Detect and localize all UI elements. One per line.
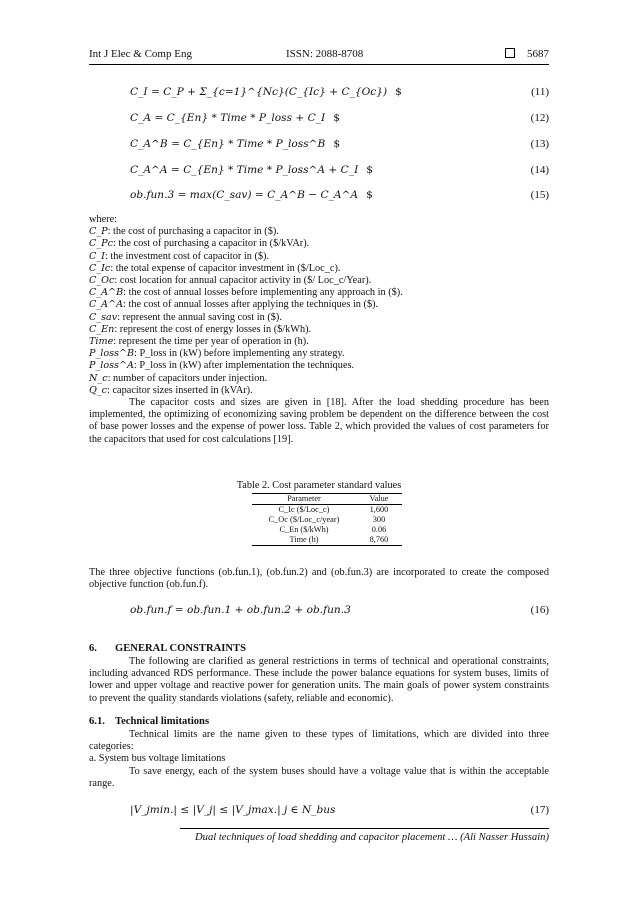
cost-paragraph: The capacitor costs and sizes are given in [18]. After the load shedding procedure has been implemented, the optimizing of economizing saving problem be dependent on the difference between the cost of base power losses and the expense of power loss. Table 2, which provided the values of cost parameters for the capacitors that used for cost calculations [19].: [89, 397, 549, 445]
page-footer: Dual techniques of load shedding and capacitor placement … (Ali Nasser Hussain): [195, 832, 549, 843]
definition-text: : the cost of annual losses before implementing any approach in ($).: [123, 287, 403, 299]
definition-symbol: N_c: [89, 372, 108, 384]
table-row: [252, 515, 402, 525]
definition-item: [89, 287, 549, 299]
definition-symbol: Time: [89, 336, 114, 348]
equation-11-expr: C_I = C_P + Σ_{c=1}^{Nc}(C_{Ic} + C_{Oc}): [130, 86, 388, 98]
table-cell: C_Ic ($/Loc_c): [278, 505, 330, 514]
definition-text: : the cost of purchasing a capacitor in ($).: [107, 226, 279, 238]
page-number-block: [505, 47, 549, 61]
definition-text: : represent the annual saving cost in ($).: [117, 311, 282, 323]
definition-symbol: C_Oc: [89, 275, 115, 287]
objectives-paragraph: The three objective functions (ob.fun.1), (ob.fun.2) and (ob.fun.3) are incorporated to create the composed objective function (ob.fun.f).: [89, 567, 549, 591]
definition-text: : the investment cost of capacitor in ($).: [104, 250, 270, 262]
table-header-row: [252, 494, 402, 505]
definitions-block: [89, 214, 549, 446]
definition-symbol: P_loss^B: [89, 348, 135, 360]
definition-item: [89, 324, 549, 336]
equation-13-expr: C_A^B = C_{En} * Time * P_loss^B: [130, 138, 326, 150]
equation-13: [130, 135, 549, 153]
table-cell: 8,760: [356, 535, 402, 546]
list-item-a-paragraph: To save energy, each of the system buses should have a voltage value that is within the acceptable range.: [89, 765, 549, 789]
journal-name: Int J Elec & Comp Eng: [89, 48, 192, 60]
checkbox-icon: [505, 48, 515, 58]
definition-symbol: Q_c: [89, 384, 108, 396]
footer-rule: [180, 828, 549, 829]
table-cell: Time (h): [252, 535, 356, 546]
definition-text: : P_loss in (kW) before implementing any strategy.: [134, 348, 345, 360]
equation-11: [130, 83, 549, 101]
table-cell: C_Oc ($/Loc_c/year): [268, 515, 340, 524]
page-number: 5687: [527, 48, 549, 60]
equation-11-unit: $: [395, 86, 402, 98]
equation-16: [130, 601, 549, 619]
equation-13-number: (13): [530, 138, 549, 150]
definition-symbol: C_En: [89, 323, 115, 335]
page-header: [89, 47, 549, 63]
section-number: 6.1.: [89, 716, 105, 727]
definition-item: [89, 348, 549, 360]
table-cell: 0.06: [371, 525, 387, 534]
definition-text: : the cost of annual losses after applying the techniques in ($).: [123, 299, 379, 311]
issn: ISSN: 2088-8708: [286, 48, 364, 60]
equation-14-unit: $: [366, 164, 374, 176]
table-row: [252, 525, 402, 535]
table-row: [252, 505, 402, 516]
equation-17-number: (17): [530, 804, 549, 816]
definition-text: : number of capacitors under injection.: [107, 372, 268, 384]
equation-12-unit: $: [333, 112, 340, 124]
definition-item: [89, 360, 549, 372]
where-label: where:: [89, 214, 118, 225]
equation-15-number: (15): [530, 189, 549, 201]
equation-12-expr: C_A = C_{En} * Time * P_loss + C_I: [130, 112, 326, 124]
definition-text: : represent the cost of energy losses in ($/kWh).: [114, 323, 312, 335]
definition-symbol: P_loss^A: [89, 360, 134, 372]
definition-symbol: C_Pc: [89, 238, 113, 250]
section-6-1-paragraph: Technical limits are the name given to these types of limitations, which are divided into three categories:: [89, 729, 549, 753]
equation-14-expr: C_A^A = C_{En} * Time * P_loss^A + C_I: [130, 164, 359, 176]
list-item-a: a. System bus voltage limitations: [89, 753, 226, 765]
definition-item: [89, 275, 549, 287]
table-cell: 300: [372, 515, 386, 524]
equation-12: [130, 109, 549, 127]
section-number: 6.: [89, 643, 97, 654]
table-caption: Table 2. Cost parameter standard values: [236, 480, 402, 491]
section-6-1-body: [89, 729, 549, 790]
definition-text: : cost location for annual capacitor activity in ($/ Loc_c/Year).: [114, 275, 372, 287]
table-cell: 1,600: [369, 505, 389, 514]
definition-item: [89, 251, 549, 263]
section-title: Technical limitations: [115, 716, 210, 727]
equation-13-unit: $: [333, 138, 341, 150]
equation-17: [130, 801, 549, 819]
definition-item: [89, 336, 549, 348]
section-6-1-heading: [89, 716, 209, 728]
definition-symbol: C_I: [89, 250, 105, 262]
definition-item: [89, 299, 549, 311]
table-cell: C_En ($/kWh): [279, 525, 329, 534]
definition-symbol: C_P: [89, 226, 108, 238]
definition-text: : capacitor sizes inserted in (kVAr).: [107, 384, 253, 396]
definition-item: [89, 385, 549, 397]
definition-text: : the cost of purchasing a capacitor in ($/kVAr).: [112, 238, 310, 250]
definition-symbol: C_Ic: [89, 262, 111, 274]
definition-symbol: C_A^B: [89, 287, 124, 299]
definition-item: [89, 226, 549, 238]
definition-text: : P_loss in (kW) after implementation the techniques.: [133, 360, 355, 372]
equation-16-expr: ob.fun.f = ob.fun.1 + ob.fun.2 + ob.fun.3: [130, 604, 351, 616]
header-rule: [89, 64, 549, 65]
section-title: GENERAL CONSTRAINTS: [115, 643, 246, 654]
equation-17-expr: |V_jmin.| ≤ |V_j| ≤ |V_jmax.| j ∈ N_bus: [130, 804, 336, 816]
definition-text: : the total expense of capacitor investment in ($/Loc_c).: [110, 262, 341, 274]
table-header-cell: Parameter: [252, 494, 356, 505]
section-6-heading: [89, 643, 246, 655]
equation-15: [130, 186, 549, 204]
definition-item: [89, 312, 549, 324]
definition-symbol: C_sav: [89, 311, 118, 323]
table-header-cell: Value: [356, 494, 402, 505]
definition-item: [89, 263, 549, 275]
equation-15-unit: $: [366, 189, 373, 201]
definition-symbol: C_A^A: [89, 299, 124, 311]
cost-parameter-table: [252, 493, 402, 546]
definition-text: : represent the time per year of operation in (h).: [113, 336, 309, 348]
equation-14-number: (14): [530, 164, 549, 176]
equation-12-number: (12): [530, 112, 549, 124]
equation-15-expr: ob.fun.3 = max(C_sav) = C_A^B − C_A^A: [130, 189, 359, 201]
definition-item: [89, 238, 549, 250]
equation-14: [130, 161, 549, 179]
equation-11-number: (11): [531, 86, 549, 98]
definition-item: [89, 373, 549, 385]
table-row: [252, 535, 402, 546]
section-6-paragraph: The following are clarified as general restrictions in terms of technical and operational constraints, including advanced RDS performance. These include the power balance equations for system buses, limits of lower and upper voltage and reactive power for generation units. The main goals of power system constraints to prevent the quality standards violations (safety, reliable and economic).: [89, 656, 549, 704]
equation-16-number: (16): [530, 604, 549, 616]
